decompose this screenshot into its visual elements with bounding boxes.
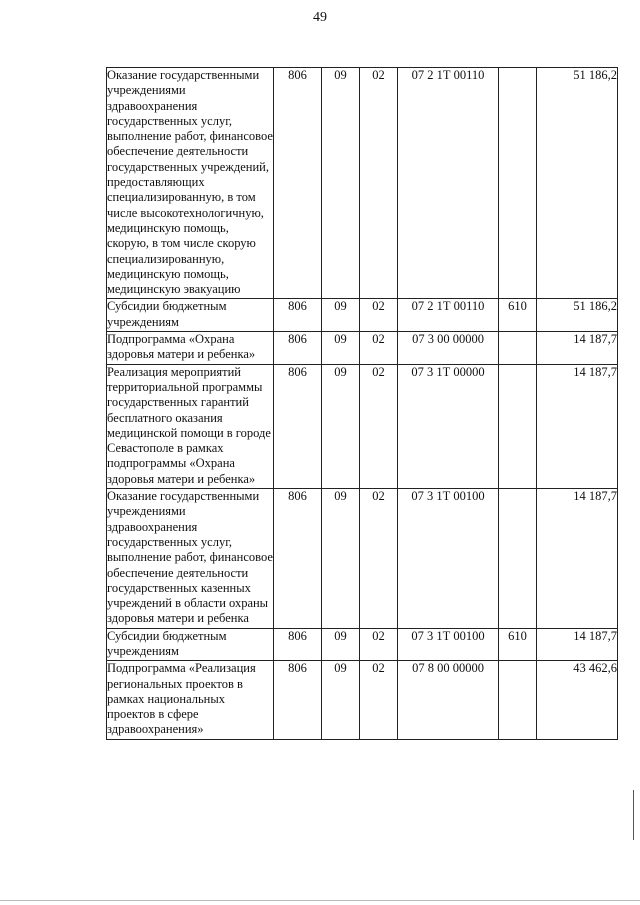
row-amount-cell: 43 462,6 [537,661,618,739]
row-expense-type-cell: 610 [499,628,537,661]
table-row [107,299,618,332]
row-expense-type-cell [499,332,537,365]
row-grbs-cell: 806 [274,68,322,299]
row-expense-type-cell: 610 [499,299,537,332]
page-number: 49 [313,10,327,25]
row-target-article-cell: 07 3 1Т 00000 [398,364,499,488]
row-target-article-cell: 07 8 00 00000 [398,661,499,739]
row-amount-cell: 14 187,7 [537,364,618,488]
row-target-article-cell: 07 3 1Т 00100 [398,628,499,661]
row-name-cell: Оказание государственными учреждениями здравоохранения государственных услуг, выполнение работ, финансовое обеспечение деятельности государственных учреждений, предоставляющих специализированную, в том числе высокотехнологичную, медицинскую помощь, скорую, в том числе скорую специализированную, медицинскую помощь, медицинскую эвакуацию [107,68,274,299]
row-subsection-cell: 02 [360,364,398,488]
row-amount-cell: 14 187,7 [537,628,618,661]
row-grbs-cell: 806 [274,299,322,332]
row-expense-type-cell [499,68,537,299]
row-expense-type-cell [499,661,537,739]
row-section-cell: 09 [322,299,360,332]
scan-bottom-edge [0,900,640,901]
row-subsection-cell: 02 [360,628,398,661]
row-grbs-cell: 806 [274,332,322,365]
row-grbs-cell: 806 [274,661,322,739]
row-subsection-cell: 02 [360,332,398,365]
budget-table [106,67,618,740]
row-target-article-cell: 07 2 1Т 00110 [398,68,499,299]
row-amount-cell: 14 187,7 [537,332,618,365]
row-name-cell: Подпрограмма «Реализация региональных проектов в рамках национальных проектов в сфере здравоохранения» [107,661,274,739]
table-row [107,332,618,365]
row-name-cell: Подпрограмма «Охрана здоровья матери и ребенка» [107,332,274,365]
row-grbs-cell: 806 [274,489,322,629]
row-section-cell: 09 [322,364,360,488]
table-row [107,628,618,661]
row-amount-cell: 51 186,2 [537,299,618,332]
row-section-cell: 09 [322,628,360,661]
scan-margin-mark [633,790,634,840]
budget-table-body [107,68,618,740]
row-section-cell: 09 [322,489,360,629]
table-row [107,489,618,629]
row-section-cell: 09 [322,661,360,739]
row-expense-type-cell [499,489,537,629]
row-target-article-cell: 07 3 00 00000 [398,332,499,365]
row-subsection-cell: 02 [360,299,398,332]
row-section-cell: 09 [322,68,360,299]
row-amount-cell: 14 187,7 [537,489,618,629]
row-name-cell: Реализация мероприятий территориальной программы государственных гарантий бесплатного оказания медицинской помощи в городе Севастополе в рамках подпрограммы «Охрана здоровья матери и ребенка» [107,364,274,488]
row-target-article-cell: 07 2 1Т 00110 [398,299,499,332]
row-expense-type-cell [499,364,537,488]
row-grbs-cell: 806 [274,628,322,661]
row-subsection-cell: 02 [360,489,398,629]
row-grbs-cell: 806 [274,364,322,488]
row-name-cell: Оказание государственными учреждениями здравоохранения государственных услуг, выполнение работ, финансовое обеспечение деятельности государственных казенных учреждений в области охраны здоровья матери и ребенка [107,489,274,629]
row-amount-cell: 51 186,2 [537,68,618,299]
row-section-cell: 09 [322,332,360,365]
row-name-cell: Субсидии бюджетным учреждениям [107,628,274,661]
row-name-cell: Субсидии бюджетным учреждениям [107,299,274,332]
row-subsection-cell: 02 [360,661,398,739]
row-target-article-cell: 07 3 1Т 00100 [398,489,499,629]
table-row [107,68,618,299]
row-subsection-cell: 02 [360,68,398,299]
table-row [107,661,618,739]
table-row [107,364,618,488]
